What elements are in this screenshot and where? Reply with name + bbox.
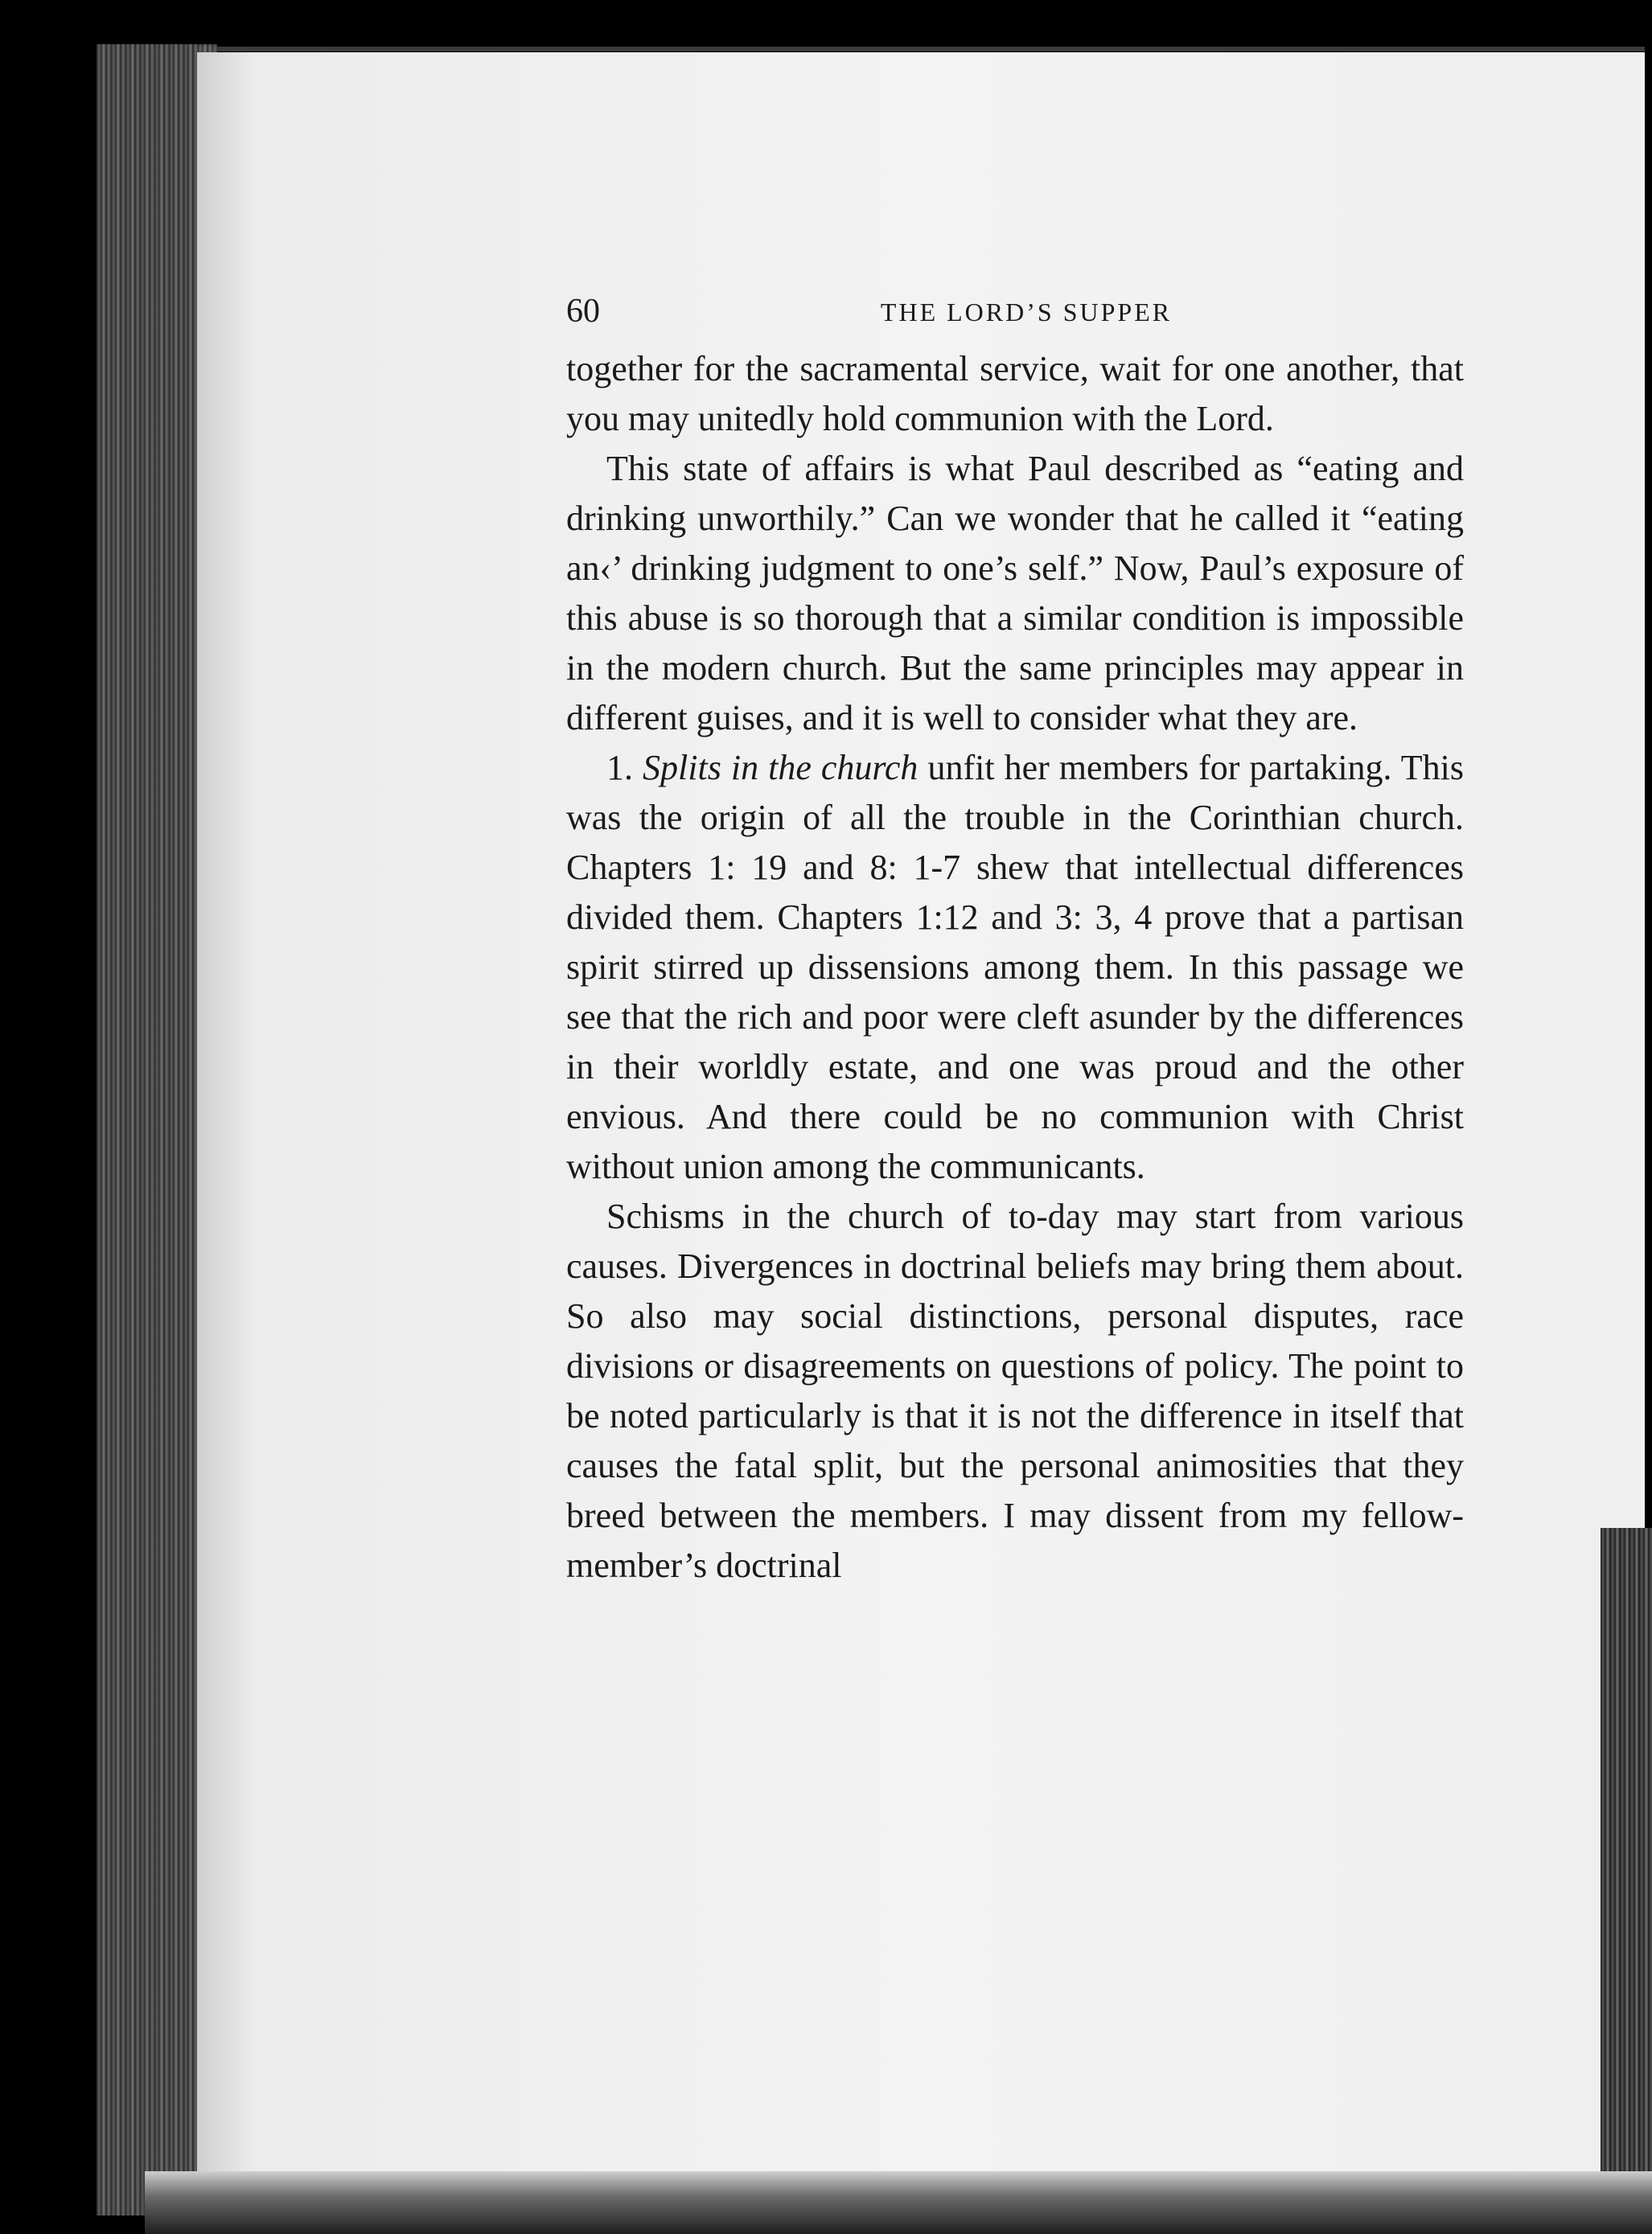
page-top-edge (197, 47, 1645, 51)
paragraph-text: This state of affairs is what Paul described as “eating and drinking unworthily.” Can we wonder that he called it “eating an‹’ drinking judgment to one’s self.” Now, Paul’s exposure of this abuse is so thorough that a similar condition is impossible in the modern church. But the same principles may appear in different guises, and it is well to consider what they are. (566, 449, 1464, 737)
page-text-block (566, 288, 1464, 1591)
paragraph-splits (566, 743, 1464, 1192)
page-stack-edge (1601, 1528, 1652, 2234)
running-head (566, 288, 1464, 344)
page-bottom-edge (145, 2171, 1652, 2234)
paragraph-continuation (566, 344, 1464, 444)
italic-heading: Splits in the church (643, 748, 918, 787)
list-number: 1. (606, 748, 643, 787)
paragraph-text: unfit her members for partaking. This was the origin of all the trouble in the Corinthian church. Chapters 1: 19 and 8: 1-7 shew that intellectual differences divided them. Chapters 1:12 and 3: 3, 4 prove that a partisan spirit stirred up dissensions among them. In this passage we see that the rich and poor were cleft asunder by the differences in their worldly estate, and one was proud and the other envious. And there could be no communion with Christ without union among the communicants. (566, 748, 1465, 1186)
paragraph-text: Schisms in the church of to-day may start from various causes. Divergences in doctrinal beliefs may bring them about. So also may social distinctions, personal disputes, race divisions or disagreements on questions of policy. The point to be noted particularly is that it is not the difference in itself that causes the fatal split, but the personal animosities that they breed between the members. I may dissent from my fellow-member’s doctrinal (566, 1197, 1464, 1585)
paragraph-schisms (566, 1192, 1464, 1591)
paragraph-unworthily (566, 444, 1464, 743)
running-title: THE LORD’S SUPPER (880, 298, 1173, 326)
page-number: 60 (566, 293, 600, 330)
paragraph-text: together for the sacramental service, wait for one another, that you may unitedly hold communion with the Lord. (566, 349, 1464, 438)
